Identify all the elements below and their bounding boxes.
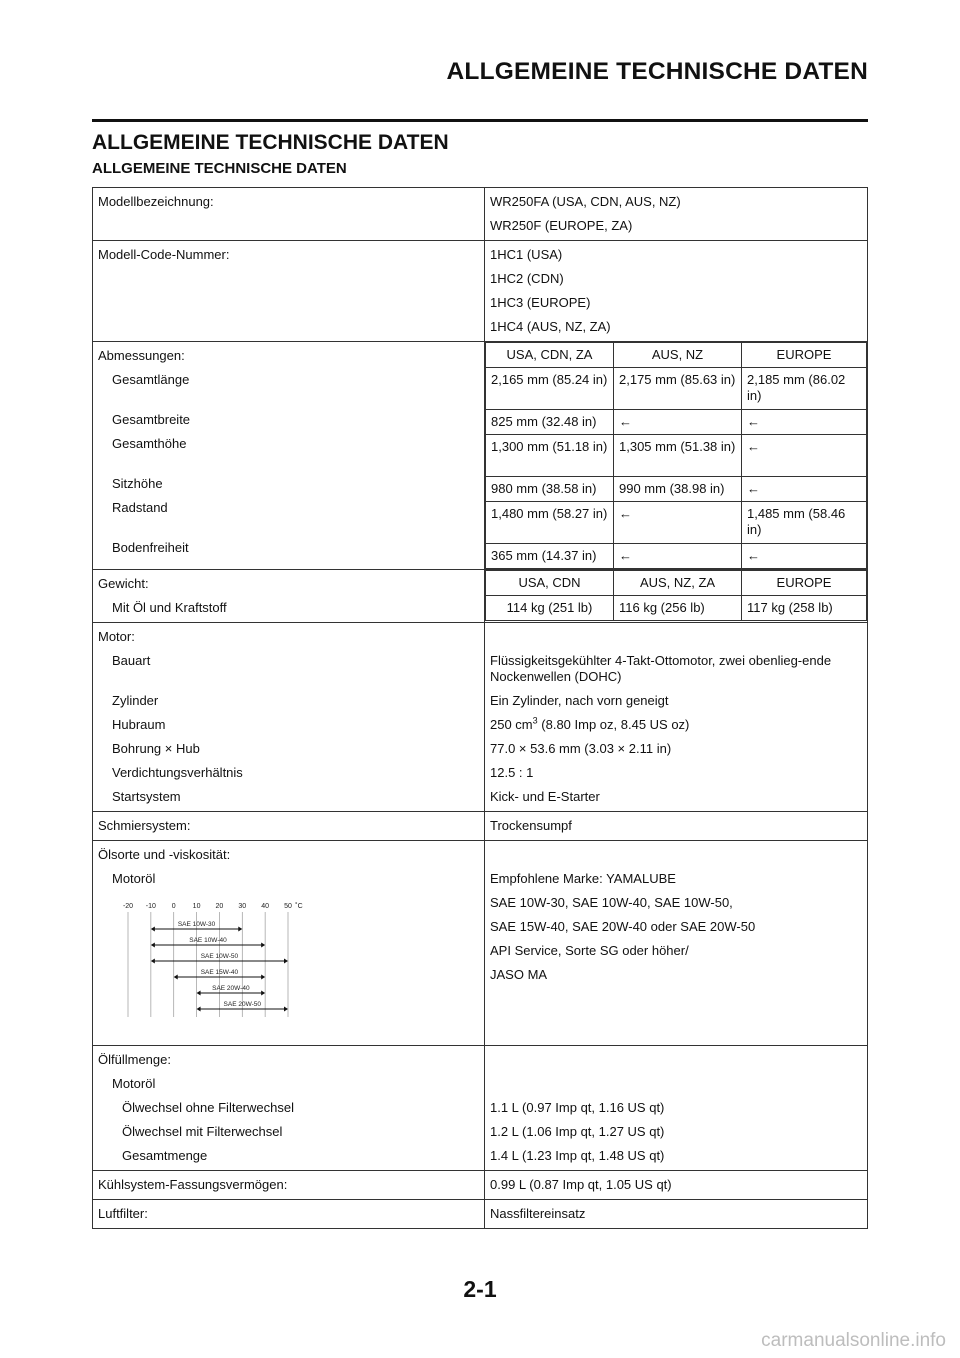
cubic-superscript: 3 [532, 715, 538, 726]
lube-value: Trockensumpf [490, 818, 572, 833]
fill-row-label: Ölwechsel mit Filterwechsel [122, 1124, 283, 1139]
row-model [93, 188, 868, 241]
oil-value: API Service, Sorte SG oder höher/ [490, 943, 689, 958]
row-oil-fill [93, 1046, 868, 1171]
same-as-left-arrow-icon: ← [614, 410, 742, 435]
weight-header: USA, CDN [486, 571, 614, 596]
cool-value: 0.99 L (0.87 Imp qt, 1.05 US qt) [490, 1177, 672, 1192]
dim-value: 2,165 mm (85.24 in) [486, 368, 614, 410]
dim-header: USA, CDN, ZA [486, 343, 614, 368]
same-as-left-arrow-icon: ← [742, 544, 867, 569]
weight-value: 116 kg (256 lb) [614, 596, 742, 621]
model-value: WR250FA (USA, CDN, AUS, NZ) [490, 194, 681, 209]
row-coolant [93, 1171, 868, 1200]
displacement-value: 250 cm [490, 717, 533, 732]
chart-series-label: SAE 20W-50 [223, 1001, 262, 1008]
dim-value: 1,485 mm (58.46 in) [742, 502, 867, 544]
dim-value: 825 mm (32.48 in) [486, 410, 614, 435]
dim-value: 980 mm (38.58 in) [486, 477, 614, 502]
row-lubrication [93, 812, 868, 841]
code-value: 1HC4 (AUS, NZ, ZA) [490, 319, 611, 334]
weight-label: Gewicht: [98, 576, 149, 591]
motor-value [490, 715, 862, 739]
chart-tick-label: 20 [215, 903, 224, 910]
weight-row-label: Mit Öl und Kraftstoff [112, 600, 227, 615]
row-model-code [93, 241, 868, 342]
weight-header: EUROPE [742, 571, 867, 596]
chart-arrow-left [151, 943, 155, 948]
motor-value: Kick- und E-Starter [490, 789, 600, 804]
dim-row-label: Gesamthöhe [112, 436, 187, 451]
same-as-left-arrow-icon: ← [614, 544, 742, 569]
chart-arrow-right [284, 959, 288, 964]
oil-value: JASO MA [490, 967, 548, 982]
dim-row-label: Gesamtbreite [112, 412, 191, 427]
motor-value: 77.0 × 53.6 mm (3.03 × 2.11 in) [490, 741, 672, 756]
dim-header: AUS, NZ [614, 343, 742, 368]
weight-subtable [485, 570, 867, 621]
fill-label: Ölfüllmenge: [98, 1052, 171, 1067]
chart-arrow-right [261, 943, 265, 948]
fill-value: 1.2 L (1.06 Imp qt, 1.27 US qt) [490, 1124, 665, 1139]
fill-value: 1.4 L (1.23 Imp qt, 1.48 US qt) [490, 1148, 665, 1163]
lube-label: Schmiersystem: [98, 818, 191, 833]
header-rule [92, 119, 868, 122]
dim-value: 2,175 mm (85.63 in) [614, 368, 742, 410]
chart-arrow-left [151, 927, 155, 932]
motor-row-label: Startsystem [112, 789, 181, 804]
cool-label: Kühlsystem-Fassungsvermögen: [98, 1177, 288, 1192]
chart-arrow-left [151, 959, 155, 964]
spec-table [92, 187, 868, 1229]
air-label: Luftfilter: [98, 1206, 148, 1221]
chart-arrow-right [238, 927, 242, 932]
same-as-left-arrow-icon: ← [742, 410, 867, 435]
dim-row-label: Bodenfreiheit [112, 540, 189, 555]
chart-arrow-right [261, 975, 265, 980]
motor-row-label: Verdichtungsverhältnis [112, 765, 243, 780]
chart-tick-label: 40 [261, 903, 270, 910]
model-label: Modellbezeichnung: [98, 194, 214, 209]
motor-label: Motor: [98, 629, 135, 644]
chart-tick-label: 10 [192, 903, 201, 910]
chart-series-label: SAE 10W-50 [200, 953, 239, 960]
same-as-left-arrow-icon: ← [742, 477, 867, 502]
motor-value: 12.5 : 1 [490, 765, 534, 780]
oil-label: Ölsorte und -viskosität: [98, 847, 231, 862]
dim-row-label: Radstand [112, 500, 168, 515]
row-air-filter [93, 1200, 868, 1229]
fill-row-label: Gesamtmenge [122, 1148, 208, 1163]
weight-header: AUS, NZ, ZA [614, 571, 742, 596]
chart-series-label: SAE 20W-40 [212, 985, 250, 992]
dim-value: 990 mm (38.98 in) [614, 477, 742, 502]
row-motor [93, 623, 868, 812]
main-title: ALLGEMEINE TECHNISCHE DATEN [92, 131, 449, 154]
oil-sub-label: Motoröl [112, 871, 156, 886]
same-as-left-arrow-icon: ← [742, 435, 867, 477]
row-weight [93, 570, 868, 623]
fill-row-label: Ölwechsel ohne Filterwechsel [122, 1100, 294, 1115]
oil-value: SAE 10W-30, SAE 10W-40, SAE 10W-50, [490, 895, 733, 910]
sub-title: ALLGEMEINE TECHNISCHE DATEN [92, 160, 347, 177]
motor-row-label: Hubraum [112, 717, 166, 732]
oil-viscosity-chart [98, 899, 308, 1021]
motor-value: Ein Zylinder, nach vorn geneigt [490, 693, 669, 708]
row-oil [93, 841, 868, 1046]
chart-arrow-left [197, 991, 201, 996]
fill-value: 1.1 L (0.97 Imp qt, 1.16 US qt) [490, 1100, 665, 1115]
chart-series-label: SAE 15W-40 [200, 969, 239, 976]
dim-subtable [485, 342, 867, 569]
page-number: 2-1 [463, 1276, 497, 1302]
code-value: 1HC2 (CDN) [490, 271, 564, 286]
same-as-left-arrow-icon: ← [614, 502, 742, 544]
header-title: ALLGEMEINE TECHNISCHE DATEN [446, 58, 868, 85]
motor-row-label: Bauart [112, 653, 151, 668]
displacement-conversion: (8.80 Imp oz, 8.45 US oz) [537, 717, 690, 732]
code-value: 1HC1 (USA) [490, 247, 563, 262]
chart-arrow-left [197, 1007, 201, 1012]
dim-value: 2,185 mm (86.02 in) [742, 368, 867, 410]
weight-value: 117 kg (258 lb) [742, 596, 867, 621]
chart-arrow-left [174, 975, 178, 980]
fill-sub-label: Motoröl [112, 1076, 156, 1091]
dim-value: 1,300 mm (51.18 in) [486, 435, 614, 477]
chart-tick-label: -20 [122, 903, 134, 910]
code-value: 1HC3 (EUROPE) [490, 295, 591, 310]
model-value: WR250F (EUROPE, ZA) [490, 218, 633, 233]
weight-value: 114 kg (251 lb) [486, 596, 614, 621]
row-dimensions [93, 342, 868, 570]
air-value: Nassfiltereinsatz [490, 1206, 586, 1221]
dim-value: 365 mm (14.37 in) [486, 544, 614, 569]
chart-unit-label: ˚C [295, 903, 303, 910]
chart-arrow-right [284, 1007, 288, 1012]
dim-row-label: Gesamtlänge [112, 372, 190, 387]
dim-value: 1,305 mm (51.38 in) [614, 435, 742, 477]
oil-value: Empfohlene Marke: YAMALUBE [490, 871, 676, 886]
motor-row-label: Bohrung × Hub [112, 741, 200, 756]
chart-arrow-right [261, 991, 265, 996]
dim-label: Abmessungen: [98, 348, 185, 363]
dim-header: EUROPE [742, 343, 867, 368]
chart-series-label: SAE 10W-40 [189, 937, 227, 944]
chart-tick-label: -10 [145, 903, 156, 910]
chart-series-label: SAE 10W-30 [177, 921, 216, 928]
motor-row-label: Zylinder [112, 693, 159, 708]
chart-tick-label: 50 [284, 903, 292, 910]
chart-tick-label: 30 [238, 903, 247, 910]
chart-tick-label: 0 [171, 903, 176, 910]
dim-value: 1,480 mm (58.27 in) [486, 502, 614, 544]
dim-row-label: Sitzhöhe [112, 476, 163, 491]
motor-value: Flüssigkeitsgekühlter 4-Takt-Ottomotor, zwei obenlieg-ende Nockenwellen (DOHC) [490, 653, 832, 684]
watermark: carmanualsonline.info [761, 1330, 946, 1351]
code-label: Modell-Code-Nummer: [98, 247, 230, 262]
oil-value: SAE 15W-40, SAE 20W-40 oder SAE 20W-50 [490, 919, 756, 934]
